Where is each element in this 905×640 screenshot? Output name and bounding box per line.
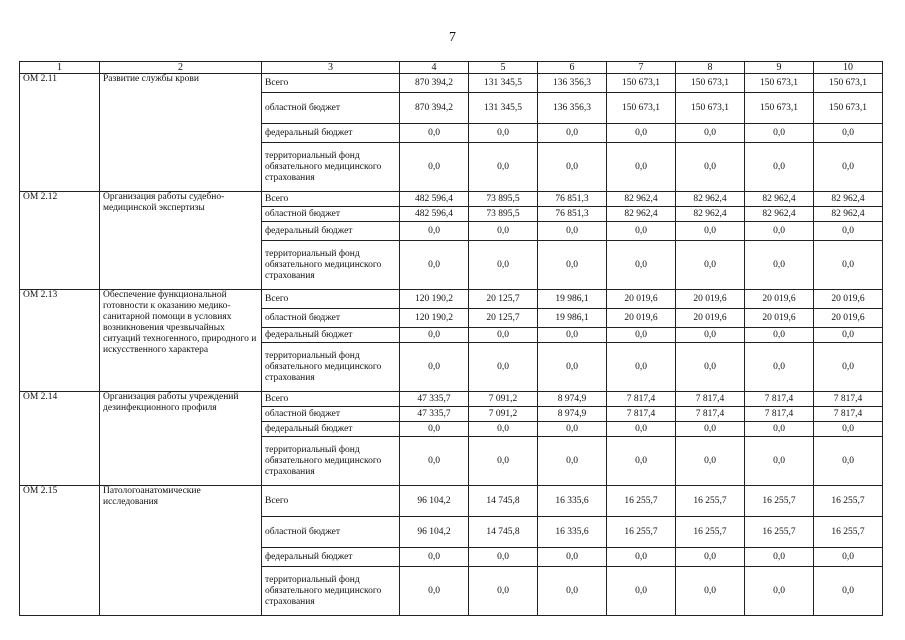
amount-cell: 0,0	[400, 548, 469, 567]
amount-cell: 0,0	[400, 328, 469, 343]
amount-cell: 131 345,5	[469, 93, 538, 124]
amount-cell: 0,0	[400, 437, 469, 486]
amount-cell: 20 019,6	[607, 309, 676, 328]
amount-cell: 7 817,4	[676, 392, 745, 407]
measure-code: ОМ 2.15	[20, 486, 100, 616]
measure-name: Организация работы учреждений дезинфекционного профиля	[100, 392, 262, 486]
amount-cell: 0,0	[745, 241, 814, 290]
amount-cell: 0,0	[814, 143, 883, 192]
amount-cell: 73 895,5	[469, 207, 538, 222]
amount-cell: 0,0	[814, 567, 883, 616]
amount-cell: 7 091,2	[469, 392, 538, 407]
amount-cell: 150 673,1	[607, 93, 676, 124]
amount-cell: 0,0	[814, 328, 883, 343]
column-header: 10	[814, 62, 883, 74]
amount-cell: 7 817,4	[814, 392, 883, 407]
funding-source: Всего	[262, 486, 400, 517]
amount-cell: 16 255,7	[607, 517, 676, 548]
amount-cell: 482 596,4	[400, 207, 469, 222]
table-row	[20, 392, 883, 407]
amount-cell: 0,0	[607, 328, 676, 343]
column-number-row	[20, 62, 883, 74]
amount-cell: 0,0	[676, 241, 745, 290]
amount-cell: 16 255,7	[676, 486, 745, 517]
amount-cell: 0,0	[469, 343, 538, 392]
amount-cell: 0,0	[745, 422, 814, 437]
table-row	[20, 486, 883, 517]
amount-cell: 136 356,3	[538, 93, 607, 124]
amount-cell: 0,0	[814, 548, 883, 567]
amount-cell: 0,0	[607, 422, 676, 437]
amount-cell: 0,0	[469, 328, 538, 343]
amount-cell: 82 962,4	[814, 207, 883, 222]
amount-cell: 0,0	[676, 567, 745, 616]
amount-cell: 0,0	[745, 437, 814, 486]
column-header: 7	[607, 62, 676, 74]
amount-cell: 96 104,2	[400, 486, 469, 517]
column-header: 3	[262, 62, 400, 74]
amount-cell: 120 190,2	[400, 290, 469, 309]
amount-cell: 0,0	[538, 222, 607, 241]
amount-cell: 20 019,6	[814, 309, 883, 328]
amount-cell: 0,0	[814, 222, 883, 241]
amount-cell: 0,0	[538, 437, 607, 486]
amount-cell: 8 974,9	[538, 392, 607, 407]
amount-cell: 82 962,4	[745, 207, 814, 222]
amount-cell: 76 851,3	[538, 192, 607, 207]
funding-source: территориальный фонд обязательного медицинского страхования	[262, 567, 400, 616]
column-header: 5	[469, 62, 538, 74]
funding-source: федеральный бюджет	[262, 124, 400, 143]
amount-cell: 0,0	[745, 343, 814, 392]
amount-cell: 16 255,7	[814, 517, 883, 548]
amount-cell: 16 255,7	[745, 486, 814, 517]
amount-cell: 8 974,9	[538, 407, 607, 422]
amount-cell: 16 255,7	[814, 486, 883, 517]
amount-cell: 0,0	[538, 241, 607, 290]
amount-cell: 0,0	[676, 343, 745, 392]
amount-cell: 20 019,6	[676, 309, 745, 328]
amount-cell: 14 745,8	[469, 517, 538, 548]
amount-cell: 0,0	[400, 143, 469, 192]
amount-cell: 150 673,1	[745, 74, 814, 93]
amount-cell: 96 104,2	[400, 517, 469, 548]
measure-code: ОМ 2.11	[20, 74, 100, 192]
amount-cell: 0,0	[607, 437, 676, 486]
table-row	[20, 74, 883, 93]
amount-cell: 0,0	[676, 437, 745, 486]
measure-code: ОМ 2.13	[20, 290, 100, 392]
amount-cell: 0,0	[469, 143, 538, 192]
amount-cell: 136 356,3	[538, 74, 607, 93]
measure-name: Обеспечение функциональной готовности к оказанию медико-санитарной помощи в условиях возникновения чрезвычайных ситуаций техногенного, природного и искусственного характера	[100, 290, 262, 392]
amount-cell: 0,0	[469, 548, 538, 567]
amount-cell: 0,0	[469, 241, 538, 290]
column-header: 1	[20, 62, 100, 74]
column-header: 2	[100, 62, 262, 74]
amount-cell: 0,0	[538, 343, 607, 392]
amount-cell: 7 091,2	[469, 407, 538, 422]
amount-cell: 47 335,7	[400, 392, 469, 407]
amount-cell: 131 345,5	[469, 74, 538, 93]
column-header: 9	[745, 62, 814, 74]
funding-source: территориальный фонд обязательного медицинского страхования	[262, 143, 400, 192]
funding-source: Всего	[262, 192, 400, 207]
funding-source: федеральный бюджет	[262, 328, 400, 343]
measure-name: Развитие службы крови	[100, 74, 262, 192]
funding-source: областной бюджет	[262, 93, 400, 124]
funding-source: областной бюджет	[262, 517, 400, 548]
measure-code: ОМ 2.12	[20, 192, 100, 290]
amount-cell: 16 255,7	[745, 517, 814, 548]
amount-cell: 0,0	[745, 143, 814, 192]
amount-cell: 150 673,1	[607, 74, 676, 93]
amount-cell: 0,0	[400, 567, 469, 616]
amount-cell: 16 335,6	[538, 486, 607, 517]
column-header: 8	[676, 62, 745, 74]
amount-cell: 82 962,4	[814, 192, 883, 207]
amount-cell: 0,0	[745, 567, 814, 616]
amount-cell: 0,0	[607, 567, 676, 616]
amount-cell: 150 673,1	[814, 93, 883, 124]
amount-cell: 16 255,7	[676, 517, 745, 548]
amount-cell: 0,0	[538, 328, 607, 343]
amount-cell: 0,0	[745, 222, 814, 241]
amount-cell: 0,0	[538, 422, 607, 437]
table-row	[20, 192, 883, 207]
funding-source: областной бюджет	[262, 207, 400, 222]
amount-cell: 19 986,1	[538, 309, 607, 328]
funding-source: федеральный бюджет	[262, 548, 400, 567]
amount-cell: 0,0	[400, 241, 469, 290]
amount-cell: 0,0	[676, 124, 745, 143]
amount-cell: 0,0	[745, 328, 814, 343]
amount-cell: 0,0	[538, 567, 607, 616]
measure-name: Организация работы судебно-медицинской экспертизы	[100, 192, 262, 290]
amount-cell: 19 986,1	[538, 290, 607, 309]
amount-cell: 7 817,4	[745, 407, 814, 422]
amount-cell: 20 019,6	[745, 309, 814, 328]
amount-cell: 20 019,6	[676, 290, 745, 309]
amount-cell: 0,0	[676, 143, 745, 192]
amount-cell: 82 962,4	[745, 192, 814, 207]
amount-cell: 0,0	[469, 124, 538, 143]
amount-cell: 150 673,1	[745, 93, 814, 124]
table-row	[20, 290, 883, 309]
funding-source: федеральный бюджет	[262, 222, 400, 241]
amount-cell: 0,0	[607, 343, 676, 392]
amount-cell: 0,0	[745, 548, 814, 567]
amount-cell: 482 596,4	[400, 192, 469, 207]
amount-cell: 870 394,2	[400, 93, 469, 124]
column-header: 4	[400, 62, 469, 74]
amount-cell: 0,0	[469, 437, 538, 486]
amount-cell: 0,0	[400, 222, 469, 241]
amount-cell: 0,0	[469, 222, 538, 241]
amount-cell: 82 962,4	[676, 192, 745, 207]
amount-cell: 73 895,5	[469, 192, 538, 207]
funding-source: территориальный фонд обязательного медицинского страхования	[262, 437, 400, 486]
funding-source: Всего	[262, 290, 400, 309]
amount-cell: 0,0	[400, 124, 469, 143]
amount-cell: 0,0	[814, 241, 883, 290]
amount-cell: 0,0	[676, 422, 745, 437]
amount-cell: 0,0	[814, 437, 883, 486]
funding-source: Всего	[262, 392, 400, 407]
amount-cell: 47 335,7	[400, 407, 469, 422]
amount-cell: 0,0	[607, 241, 676, 290]
amount-cell: 0,0	[814, 343, 883, 392]
measure-name: Патологоанатомические исследования	[100, 486, 262, 616]
amount-cell: 0,0	[607, 124, 676, 143]
amount-cell: 150 673,1	[676, 74, 745, 93]
amount-cell: 0,0	[814, 422, 883, 437]
amount-cell: 0,0	[607, 548, 676, 567]
amount-cell: 7 817,4	[745, 392, 814, 407]
funding-source: областной бюджет	[262, 407, 400, 422]
funding-source: федеральный бюджет	[262, 422, 400, 437]
amount-cell: 0,0	[538, 124, 607, 143]
amount-cell: 0,0	[745, 124, 814, 143]
amount-cell: 76 851,3	[538, 207, 607, 222]
amount-cell: 0,0	[676, 548, 745, 567]
amount-cell: 7 817,4	[676, 407, 745, 422]
funding-source: Всего	[262, 74, 400, 93]
funding-source: территориальный фонд обязательного медицинского страхования	[262, 343, 400, 392]
budget-table	[19, 61, 883, 616]
amount-cell: 150 673,1	[676, 93, 745, 124]
amount-cell: 0,0	[469, 422, 538, 437]
amount-cell: 0,0	[538, 548, 607, 567]
amount-cell: 0,0	[400, 422, 469, 437]
amount-cell: 120 190,2	[400, 309, 469, 328]
amount-cell: 7 817,4	[814, 407, 883, 422]
amount-cell: 82 962,4	[607, 207, 676, 222]
amount-cell: 7 817,4	[607, 392, 676, 407]
amount-cell: 0,0	[814, 124, 883, 143]
amount-cell: 82 962,4	[607, 192, 676, 207]
page-number: 7	[449, 30, 456, 45]
amount-cell: 0,0	[676, 328, 745, 343]
amount-cell: 20 019,6	[814, 290, 883, 309]
amount-cell: 14 745,8	[469, 486, 538, 517]
amount-cell: 0,0	[607, 143, 676, 192]
amount-cell: 82 962,4	[676, 207, 745, 222]
measure-code: ОМ 2.14	[20, 392, 100, 486]
amount-cell: 20 125,7	[469, 309, 538, 328]
amount-cell: 0,0	[400, 343, 469, 392]
amount-cell: 20 019,6	[745, 290, 814, 309]
amount-cell: 150 673,1	[814, 74, 883, 93]
amount-cell: 0,0	[538, 143, 607, 192]
amount-cell: 0,0	[469, 567, 538, 616]
amount-cell: 16 255,7	[607, 486, 676, 517]
column-header: 6	[538, 62, 607, 74]
amount-cell: 16 335,6	[538, 517, 607, 548]
amount-cell: 0,0	[607, 222, 676, 241]
amount-cell: 20 125,7	[469, 290, 538, 309]
amount-cell: 7 817,4	[607, 407, 676, 422]
amount-cell: 20 019,6	[607, 290, 676, 309]
amount-cell: 870 394,2	[400, 74, 469, 93]
amount-cell: 0,0	[676, 222, 745, 241]
funding-source: территориальный фонд обязательного медицинского страхования	[262, 241, 400, 290]
funding-source: областной бюджет	[262, 309, 400, 328]
